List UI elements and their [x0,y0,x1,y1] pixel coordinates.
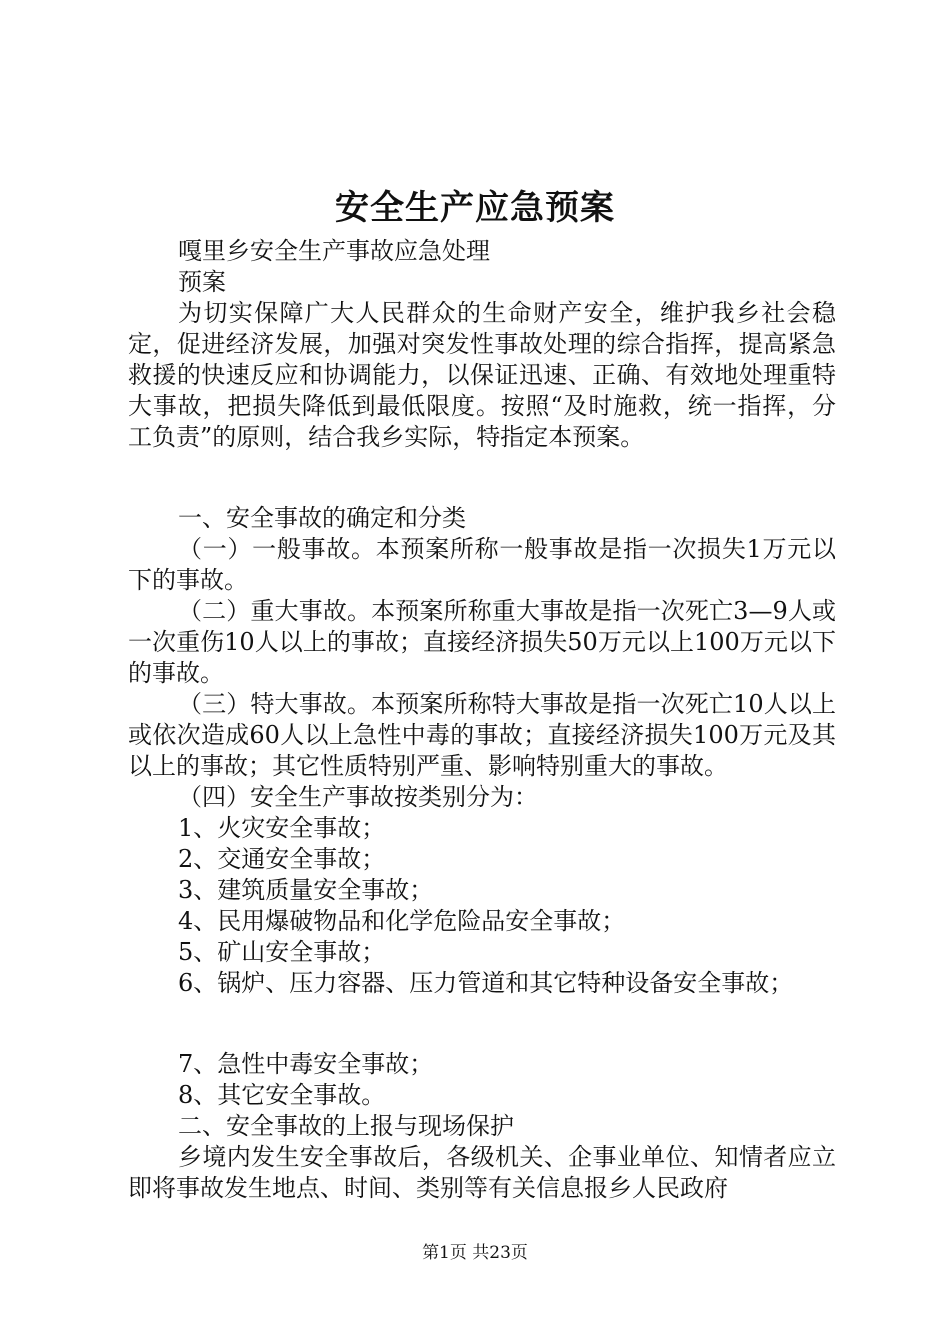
page-number-footer: 第1页 共23页 [422,1243,528,1263]
document-title: 安全生产应急预案 [335,188,615,228]
paragraph-spacer [128,1015,836,1033]
body-paragraph: 8、其它安全事故。 [178,1081,386,1109]
document-body [128,236,836,1204]
body-paragraph: 预案 [178,268,226,296]
body-paragraph: （二）重大事故。本预案所称重大事故是指一次死亡3—9人或一次重伤10人以上的事故；直接经济损失50万元以上100万元以下的事故。 [128,597,836,687]
body-paragraph: 嘎里乡安全生产事故应急处理 [178,237,490,265]
body-paragraph: 二、安全事故的上报与现场保护 [178,1112,514,1140]
body-paragraph: 4、民用爆破物品和化学危险品安全事故； [178,907,626,935]
body-paragraph: （三）特大事故。本预案所称特大事故是指一次死亡10人以上或依次造成60人以上急性中毒的事故；直接经济损失100万元及其以上的事故；其它性质特别严重、影响特别重大的事故。 [128,690,836,780]
body-paragraph: 6、锅炉、压力容器、压力管道和其它特种设备安全事故； [178,969,794,997]
body-paragraph: 7、急性中毒安全事故； [178,1050,434,1078]
body-paragraph: 1、火灾安全事故； [178,814,386,842]
body-paragraph: （一）一般事故。本预案所称一般事故是指一次损失1万元以下的事故。 [128,535,836,594]
paragraph-spacer [128,469,836,487]
body-paragraph: 为切实保障广大人民群众的生命财产安全，维护我乡社会稳定，促进经济发展，加强对突发性事故处理的综合指挥，提高紧急救援的快速反应和协调能力，以保证迅速、正确、有效地处理重特大事故，把损失降低到最低限度。按照“及时施救，统一指挥，分工负责”的原则，结合我乡实际，特指定本预案。 [128,299,836,451]
body-paragraph: 2、交通安全事故； [178,845,386,873]
body-paragraph: 5、矿山安全事故； [178,938,386,966]
body-paragraph: 一、安全事故的确定和分类 [178,504,466,532]
body-paragraph: （四）安全生产事故按类别分为： [178,783,538,811]
body-paragraph: 乡境内发生安全事故后，各级机关、企事业单位、知情者应立即将事故发生地点、时间、类别等有关信息报乡人民政府 [128,1143,836,1202]
body-paragraph: 3、建筑质量安全事故； [178,876,434,904]
